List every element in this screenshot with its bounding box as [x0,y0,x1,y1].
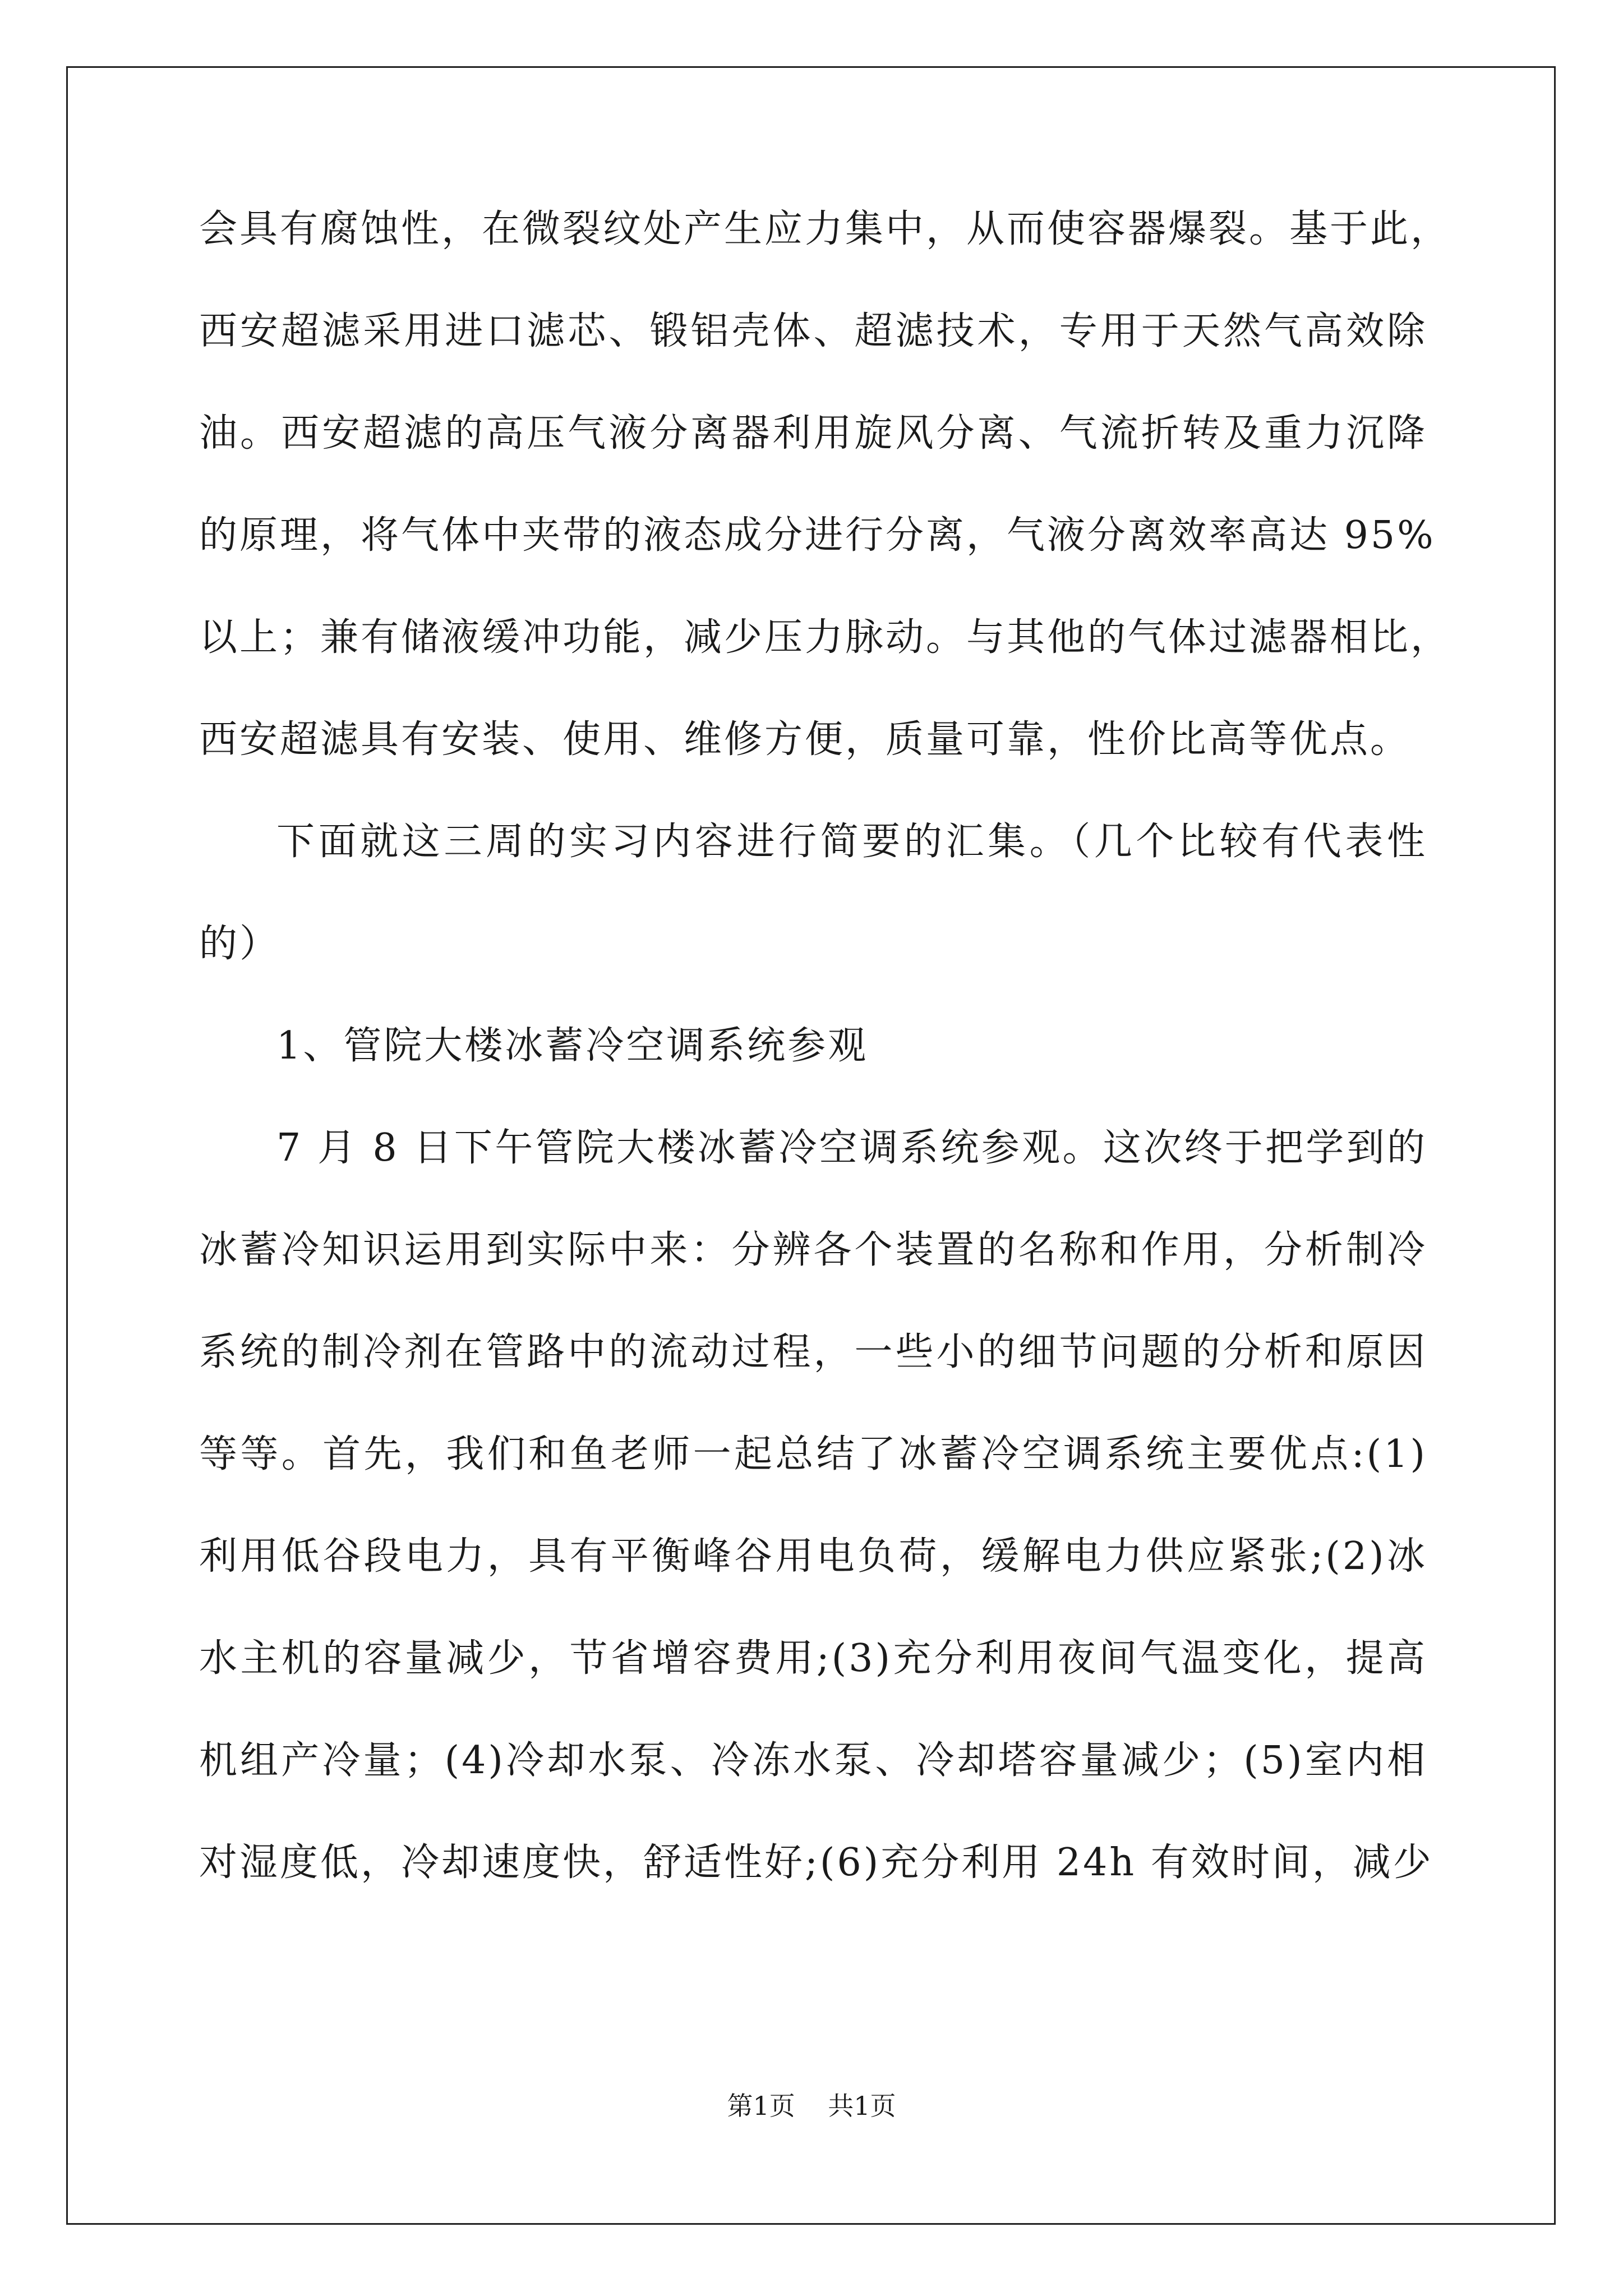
text-line: 系统的制冷剂在管路中的流动过程，一些小的细节问题的分析和原因 [199,1330,1427,1374]
text-line: 会具有腐蚀性，在微裂纹处产生应力集中，从而使容器爆裂。基于此， [199,207,1451,251]
section-heading: 1、管院大楼冰蓄冷空调系统参观 [276,1024,869,1068]
text-line: 水主机的容量减少，节省增容费用;(3)充分利用夜间气温变化，提高 [199,1636,1428,1681]
text-line: 7 月 8 日下午管院大楼冰蓄冷空调系统参观。这次终于把学到的 [276,1126,1427,1170]
page-footer: 第1页 共1页 [727,2091,896,2121]
text-line: 机组产冷量；(4)冷却水泵、冷冻水泵、冷却塔容量减少；(5)室内相 [199,1738,1427,1783]
text-line: 西安超滤具有安装、使用、维修方便，质量可靠，性价比高等优点。 [199,717,1411,762]
text-line: 下面就这三周的实习内容进行简要的汇集。（几个比较有代表性 [276,820,1427,864]
text-line: 油。西安超滤的高压气液分离器利用旋风分离、气流折转及重力沉降 [199,411,1427,455]
text-line: 西安超滤采用进口滤芯、锻铝壳体、超滤技术，专用于天然气高效除 [199,309,1427,353]
text-line: 对湿度低，冷却速度快，舒适性好;(6)充分利用 24h 有效时间，减少 [199,1841,1433,1885]
text-line: 的原理，将气体中夹带的液态成分进行分离，气液分离效率高达 95% [199,513,1436,558]
text-line: 的） [199,922,280,966]
text-line: 冰蓄冷知识运用到实际中来：分辨各个装置的名称和作用，分析制冷 [199,1228,1427,1272]
text-line: 利用低谷段电力，具有平衡峰谷用电负荷，缓解电力供应紧张;(2)冰 [199,1534,1427,1579]
document-body [199,202,1451,1938]
text-line: 以上；兼有储液缓冲功能，减少压力脉动。与其他的气体过滤器相比， [199,615,1451,660]
text-line: 等等。首先，我们和鱼老师一起总结了冰蓄冷空调系统主要优点:(1) [199,1432,1427,1476]
